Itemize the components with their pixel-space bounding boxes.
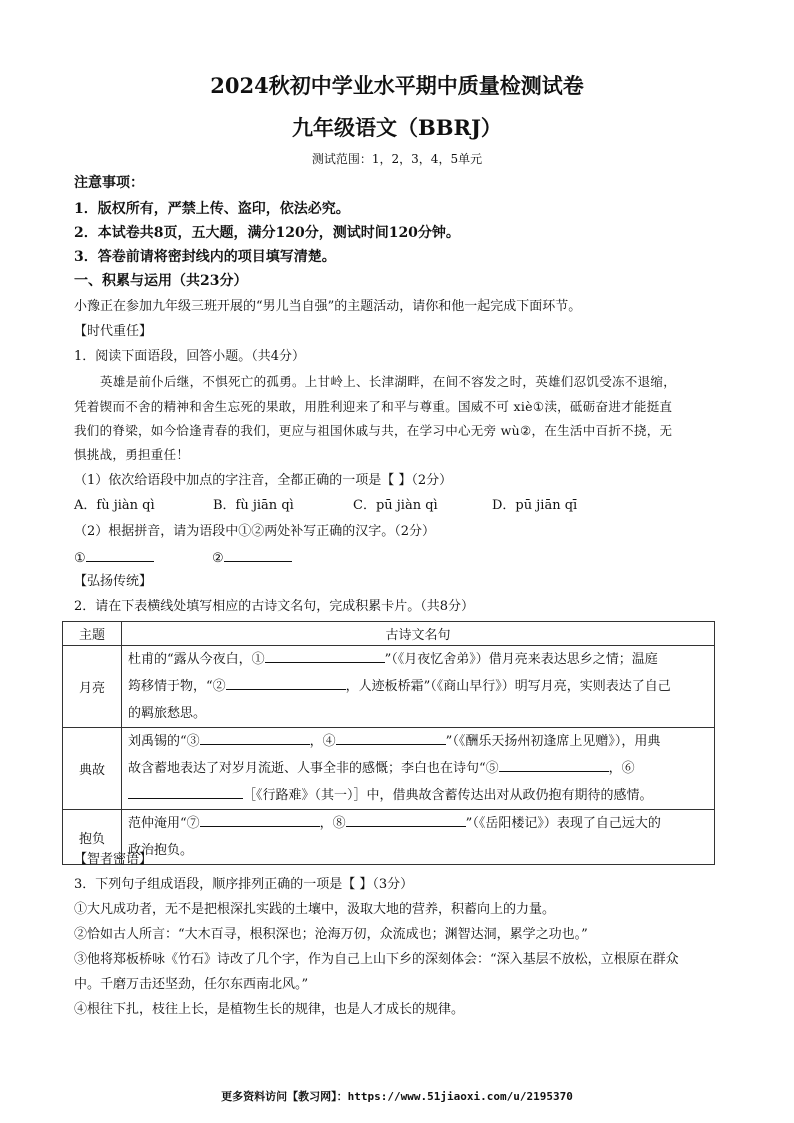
answer-blank[interactable] — [224, 547, 292, 562]
sub-question: （2）根据拼音，请为语段中①②两处补写正确的汉字。（2分） — [74, 524, 436, 539]
answer-blank[interactable] — [499, 757, 609, 772]
verse-line — [128, 810, 708, 837]
sentence: ①大凡成功者，无不是把根深扎实践的土壤中，汲取大地的营养，积蓄向上的力量。 — [74, 902, 556, 917]
section-tag: 【弘扬传统】 — [74, 574, 153, 589]
blank-label: ① — [74, 551, 86, 566]
section-tag: 【智者密语】 — [74, 852, 153, 867]
notice-heading: 注意事项： — [74, 175, 144, 191]
verse-text: ”（《月夜忆舍弟》）借月亮来表达思乡之情；温庭 — [384, 652, 658, 667]
table-header: 主题 — [63, 622, 122, 646]
footer-link[interactable]: 更多资料访问【教习网】：https://www.51jiaoxi.com/u/2195370 — [221, 1090, 573, 1103]
answer-blank[interactable] — [86, 547, 154, 562]
passage-line: 惧挑战，勇担重任！ — [74, 447, 190, 462]
exam-subtitle: 九年级语文（BBRJ） — [292, 115, 502, 140]
theme-cell: 抱负 — [63, 810, 122, 865]
notice-item: 1．版权所有，严禁上传、盗印，依法必究。 — [74, 201, 350, 217]
poem-table — [62, 621, 715, 865]
option-b: B．fù jiān qì — [213, 498, 294, 513]
table-header: 古诗文名句 — [122, 622, 715, 646]
answer-blank[interactable] — [128, 784, 243, 799]
verse-text: 的羁旅愁思。 — [128, 706, 207, 721]
verse-text: ”（《岳阳楼记》）表现了自己远大的 — [465, 816, 661, 831]
notice-item: 2．本试卷共8页，五大题，满分120分，测试时间120分钟。 — [74, 225, 460, 241]
verse-text: 筠移情于物，“② — [128, 679, 226, 694]
answer-blank[interactable] — [200, 730, 310, 745]
verse-text: ，⑧ — [319, 816, 346, 831]
verse-text: 杜甫的“露从今夜白，① — [128, 652, 265, 667]
question-prompt: 2．请在下表横线处填写相应的古诗文名句，完成积累卡片。（共8分） — [74, 599, 475, 614]
verse-text: ”（《酬乐天扬州初逢席上见赠》），用典 — [445, 734, 661, 749]
theme-cell: 月亮 — [63, 646, 122, 728]
question-prompt: 1．阅读下面语段，回答小题。（共4分） — [74, 349, 306, 364]
section-tag: 【时代重任】 — [74, 324, 153, 339]
option-a: A．fù jiàn qì — [74, 498, 155, 513]
option-c: C．pū jiàn qì — [353, 498, 438, 513]
verse-line — [128, 673, 708, 700]
option-d: D．pū jiān qī — [492, 498, 578, 513]
answer-blank[interactable] — [265, 648, 385, 663]
passage-line: 凭着锲而不舍的精神和舍生忘死的果敢，用胜利迎来了和平与尊重。国威不可 xiè①渎，砥砺奋进才能挺直 — [74, 399, 673, 414]
verse-text: ，⑥ — [608, 761, 635, 776]
verse-text: ［《行路难》（其一）］中，借典故含蓄传达出对从政仍抱有期待的感情。 — [243, 788, 653, 803]
verse-text: 范仲淹用“⑦ — [128, 816, 200, 831]
verse-text: 政治抱负。 — [128, 843, 194, 858]
sentence: ④根往下扎，枝往上长，是植物生长的规律，也是人才成长的规律。 — [74, 1002, 465, 1017]
answer-blank[interactable] — [226, 675, 346, 690]
verse-line — [128, 646, 708, 673]
answer-blank[interactable] — [346, 812, 466, 827]
theme-cell: 典故 — [63, 728, 122, 810]
blank-label: ② — [211, 551, 224, 566]
passage-line: 我们的脊梁，如今恰逢青春的我们，更应与祖国休戚与共，在学习中心无旁 wù②，在生活中百折不挠，无 — [74, 423, 673, 438]
answer-blank[interactable] — [200, 812, 320, 827]
exam-title: 2024秋初中学业水平期中质量检测试卷 — [210, 73, 584, 98]
verse-text: ，人迹板桥霜”（《商山早行》）明写月亮，实则表达了自己 — [345, 679, 671, 694]
verse-line — [128, 700, 708, 727]
sentence: ②恰如古人所言：“大木百寻，根积深也；沧海万仞，众流成也；渊智达洞，累学之功也。” — [74, 927, 588, 942]
verse-line — [128, 755, 708, 782]
passage-line: 英雄是前仆后继，不惧死亡的孤勇。上甘岭上、长津湖畔，在间不容发之时，英雄们忍饥受冻不退缩， — [100, 374, 677, 389]
table-row — [63, 646, 715, 728]
verse-line — [128, 782, 708, 809]
answer-blank[interactable] — [336, 730, 446, 745]
section-heading: 一、积累与运用（共23分） — [74, 273, 248, 289]
verse-text: ，④ — [309, 734, 336, 749]
verse-cell — [122, 728, 715, 810]
sentence: 中。千磨万击还坚劲，任尔东西南北风。” — [74, 977, 309, 992]
question-prompt: 3．下列句子组成语段，顺序排列正确的一项是【 】（3分） — [74, 877, 414, 892]
verse-text: 刘禹锡的“③ — [128, 734, 200, 749]
sentence: ③他将郑板桥咏《竹石》诗改了几个字，作为自己上山下乡的深刻体会：“深入基层不放松，立根原在群众 — [74, 952, 679, 967]
verse-text: 故含蓄地表达了对岁月流逝、人事全非的感慨；李白也在诗句“⑤ — [128, 761, 499, 776]
verse-cell — [122, 646, 715, 728]
section-intro: 小豫正在参加九年级三班开展的“男儿当自强”的主题活动，请你和他一起完成下面环节。 — [74, 299, 582, 314]
sub-question: （1）依次给语段中加点的字注音，全都正确的一项是【 】（2分） — [74, 473, 453, 488]
verse-line — [128, 728, 708, 755]
test-scope: 测试范围：1，2，3，4，5单元 — [311, 152, 483, 166]
answer-blanks — [74, 547, 724, 569]
table-row — [63, 728, 715, 810]
notice-item: 3．答卷前请将密封线内的项目填写清楚。 — [74, 249, 336, 265]
